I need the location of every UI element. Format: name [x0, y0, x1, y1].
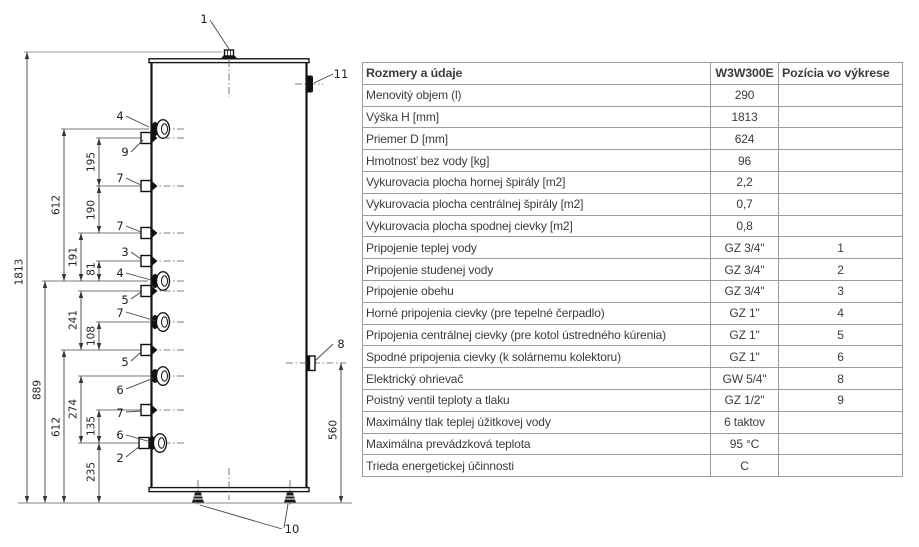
- spec-position: 9: [779, 389, 903, 411]
- callout-4: [116, 109, 149, 127]
- spec-value: 1813: [711, 106, 779, 128]
- spec-label: Horné pripojenia cievky (pre tepelné čerpadlo): [363, 302, 711, 324]
- spec-label: Pripojenie studenej vody: [363, 259, 711, 281]
- top-connection-fitting: [220, 50, 238, 60]
- tank: [149, 59, 309, 492]
- spec-label: Vykurovacia plocha centrálnej špirály [m2]: [363, 193, 711, 215]
- table-row: [363, 171, 903, 193]
- spec-value: GZ 1": [711, 302, 779, 324]
- foot-right: [284, 493, 296, 503]
- callout-number: 3: [121, 245, 129, 259]
- fitting-11-tab: [307, 76, 314, 93]
- table-row: [363, 215, 903, 237]
- spec-position: [779, 433, 903, 455]
- spec-position: [779, 411, 903, 433]
- dimension-191: [68, 233, 84, 281]
- dimension-1813: [14, 52, 30, 503]
- spec-position: 5: [779, 324, 903, 346]
- table-row: [363, 346, 903, 368]
- spec-label: Priemer D [mm]: [363, 128, 711, 150]
- dimension-195: [86, 138, 102, 186]
- spec-position: [779, 215, 903, 237]
- table-row: [363, 237, 903, 259]
- top-fitting-barrel: [225, 50, 234, 56]
- spec-position: 2: [779, 259, 903, 281]
- spec-position: [779, 84, 903, 106]
- table-row: [363, 193, 903, 215]
- spec-label: Pripojenie teplej vody: [363, 237, 711, 259]
- header-model: W3W300E: [711, 63, 779, 85]
- callout-6: [116, 378, 154, 397]
- spec-position: [779, 150, 903, 172]
- header-dimensions: Rozmery a údaje: [363, 63, 711, 85]
- spec-value: C: [711, 455, 779, 477]
- spec-position: 6: [779, 346, 903, 368]
- table-row: [363, 128, 903, 150]
- callout-number: 5: [121, 293, 129, 307]
- table-row: [363, 411, 903, 433]
- callout-7: [116, 406, 141, 420]
- callout-number: 11: [333, 67, 349, 81]
- table-row: [363, 150, 903, 172]
- callout-number: 8: [337, 337, 345, 351]
- callout-number: 10: [284, 522, 300, 536]
- dimension-value: 81: [85, 262, 98, 276]
- table-row: [363, 84, 903, 106]
- table-row: [363, 455, 903, 477]
- callout-2: [116, 446, 140, 465]
- spec-position: 8: [779, 368, 903, 390]
- tank-body-fill: [152, 62, 306, 488]
- dimension-value: 191: [67, 246, 80, 268]
- callout-10: [200, 504, 299, 536]
- dimension-190: [86, 186, 102, 233]
- spec-label: Vykurovacia plocha hornej špirály [m2]: [363, 171, 711, 193]
- dimension-value: 190: [85, 199, 98, 221]
- spec-label: Maximálna prevádzková teplota: [363, 433, 711, 455]
- callout-number: 4: [116, 109, 124, 123]
- dimension-612: [51, 350, 67, 503]
- spec-label: Vykurovacia plocha spodnej cievky [m2]: [363, 215, 711, 237]
- callout-9: [121, 140, 143, 159]
- dimension-135: [86, 410, 102, 443]
- header-position: Pozícia vo výkrese: [779, 63, 903, 85]
- callout-number: 6: [116, 383, 124, 397]
- dimension-value: 135: [85, 415, 98, 437]
- spec-label: Maximálny tlak teplej úžitkovej vody: [363, 411, 711, 433]
- side-fitting-8: [307, 356, 315, 371]
- callout-number: 9: [121, 145, 129, 159]
- spec-position: [779, 193, 903, 215]
- spec-value: GW 5/4": [711, 368, 779, 390]
- dimension-value: 274: [67, 398, 80, 420]
- fitting-8-band: [307, 356, 310, 371]
- callout-number: 4: [116, 266, 124, 280]
- callout-number: 7: [116, 219, 124, 233]
- dimension-560: [328, 363, 344, 503]
- technical-drawing: [0, 0, 360, 547]
- spec-label: Pripojenia centrálnej cievky (pre kotol ústredného kúrenia): [363, 324, 711, 346]
- spec-table: [362, 62, 903, 477]
- callout-number: 1: [200, 12, 208, 26]
- spec-value: GZ 1": [711, 346, 779, 368]
- foot-left: [192, 493, 204, 503]
- feet: [192, 493, 296, 503]
- callout-5: [121, 352, 141, 369]
- callout-8: [315, 337, 345, 361]
- dimension-value: 235: [85, 461, 98, 483]
- spec-value: 6 taktov: [711, 411, 779, 433]
- spec-label: Trieda energetickej účinnosti: [363, 455, 711, 477]
- table-row: [363, 324, 903, 346]
- callout-number: 7: [116, 171, 124, 185]
- spec-table-body: [363, 84, 903, 476]
- dimension-value: 612: [50, 194, 63, 216]
- table-row: [363, 302, 903, 324]
- callout-1: [200, 12, 229, 49]
- callout-number: 6: [116, 428, 124, 442]
- spec-value: 96: [711, 150, 779, 172]
- spec-table-header: [363, 63, 903, 85]
- callout-4: [116, 266, 151, 280]
- spec-value: 0,8: [711, 215, 779, 237]
- dimension-235: [86, 443, 102, 503]
- spec-position: [779, 106, 903, 128]
- dimension-889: [32, 281, 48, 503]
- callout-7: [116, 171, 141, 185]
- callout-number: 7: [116, 306, 124, 320]
- dimension-108: [86, 322, 102, 350]
- dimension-value: 889: [31, 379, 44, 401]
- callout-number: 5: [121, 355, 129, 369]
- callout-7: [116, 306, 156, 321]
- spec-value: 95 °C: [711, 433, 779, 455]
- spec-value: 624: [711, 128, 779, 150]
- callout-number: 7: [116, 406, 124, 420]
- spec-position: [779, 128, 903, 150]
- spec-value: 290: [711, 84, 779, 106]
- spec-value: GZ 1": [711, 324, 779, 346]
- table-row: [363, 368, 903, 390]
- spec-position: 3: [779, 280, 903, 302]
- callout-7: [116, 219, 141, 233]
- spec-value: 2,2: [711, 171, 779, 193]
- spec-value: 0,7: [711, 193, 779, 215]
- table-row: [363, 106, 903, 128]
- side-fitting-11: [307, 76, 314, 93]
- table-row: [363, 433, 903, 455]
- dimension-81: [86, 261, 102, 281]
- spec-label: Poistný ventil teploty a tlaku: [363, 389, 711, 411]
- spec-value: GZ 3/4": [711, 280, 779, 302]
- spec-position: [779, 455, 903, 477]
- dimension-value: 1813: [13, 258, 26, 286]
- spec-label: Elektrický ohrievač: [363, 368, 711, 390]
- dimension-value: 612: [50, 416, 63, 438]
- spec-label: Výška H [mm]: [363, 106, 711, 128]
- callout-11: [314, 67, 348, 83]
- header-row: [363, 63, 903, 85]
- callout-number: 2: [116, 451, 124, 465]
- dimension-value: 108: [85, 325, 98, 347]
- spec-label: Pripojenie obehu: [363, 280, 711, 302]
- spec-label: Menovitý objem (l): [363, 84, 711, 106]
- callout-5: [121, 292, 141, 307]
- spec-value: GZ 3/4": [711, 259, 779, 281]
- dimension-612: [51, 129, 67, 281]
- dimension-value: 560: [327, 419, 340, 441]
- spec-position: [779, 171, 903, 193]
- dimension-274: [68, 376, 84, 443]
- dimension-value: 241: [67, 309, 80, 331]
- callout-3: [121, 245, 141, 259]
- table-row: [363, 280, 903, 302]
- spec-value: GZ 1/2": [711, 389, 779, 411]
- table-row: [363, 259, 903, 281]
- spec-position: 4: [779, 302, 903, 324]
- spec-label: Hmotnosť bez vody [kg]: [363, 150, 711, 172]
- spec-value: GZ 3/4": [711, 237, 779, 259]
- spec-position: 1: [779, 237, 903, 259]
- table-row: [363, 389, 903, 411]
- dimension-241: [68, 291, 84, 350]
- dimension-value: 195: [85, 151, 98, 173]
- spec-label: Spodné pripojenia cievky (k solárnemu kolektoru): [363, 346, 711, 368]
